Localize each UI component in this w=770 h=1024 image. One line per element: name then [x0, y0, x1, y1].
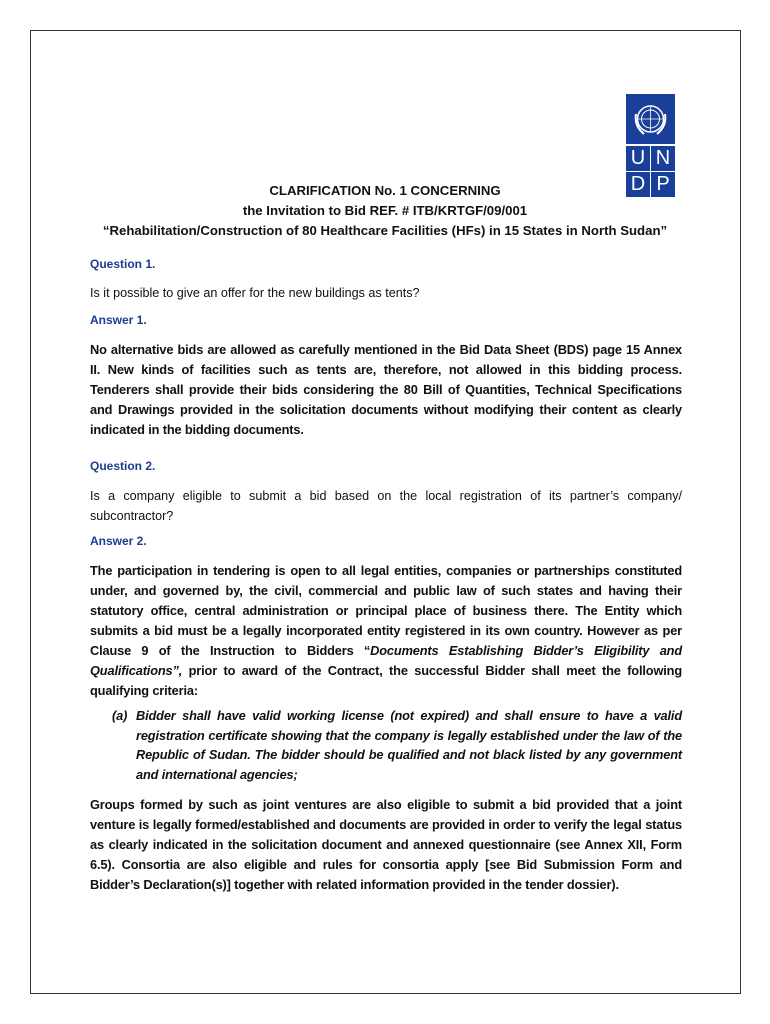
- logo-letter-d: D: [626, 172, 650, 197]
- list-item-label: (a): [112, 708, 128, 723]
- title-line-1: CLARIFICATION No. 1 CONCERNING: [269, 183, 501, 198]
- answer-2-text-b: prior to award of the Contract, the successful Bidder shall meet the following qualifying criteria:: [90, 663, 682, 698]
- answer-1-text: No alternative bids are allowed as carefully mentioned in the Bid Data Sheet (BDS) page 15 Annex II. New kinds of facilities such as tents are, therefore, not allowed in this bidding process. Tenderers shall provide their bids considering the 80 Bill of Quantities, Technical Specifications and Drawings provided in the solicitation documents without modifying their content as clearly indicated in the bidding documents.: [90, 342, 682, 437]
- logo-letter-p: P: [651, 172, 675, 197]
- answer-2-paragraph-1: [90, 561, 682, 701]
- title-line-2: the Invitation to Bid REF. # ITB/KRTGF/09/001: [242, 203, 528, 218]
- answer-2-text-a: The participation in tendering is open to all legal entities, companies or partnerships constituted under, and governed by, the civil, commercial and public law of such states and having their statutory office, central administration or principal place of business there. The Entity which submits a bid must be a legally incorporated entity registered in its own country. However as per Clause 9 of the Instruction to Bidders “: [90, 563, 682, 658]
- answer-2-paragraph-2: Groups formed by such as joint ventures are also eligible to submit a bid provided that a joint venture is legally formed/established and documents are provided in order to verify the legal status as clearly indicated in the solicitation document and annexed questionnaire (see Annex XII, Form 6.5). Consortia are also eligible and rules for consortia apply [see Bid Submission Form and Bidder’s Declaration(s)] together with related information provided in the tender dossier).: [90, 797, 682, 892]
- criteria-list-item: [112, 706, 682, 784]
- question-1-heading: Question 1.: [90, 257, 156, 271]
- question-2-heading: Question 2.: [90, 459, 156, 473]
- title-line-3: “Rehabilitation/Construction of 80 Healthcare Facilities (HFs) in 15 States in North Sudan”: [102, 223, 668, 238]
- answer-1-heading: Answer 1.: [90, 313, 147, 327]
- logo-letter-n: N: [651, 146, 675, 171]
- question-1-text: Is it possible to give an offer for the new buildings as tents?: [90, 286, 420, 300]
- answer-2-heading: Answer 2.: [90, 534, 147, 548]
- question-2-text: Is a company eligible to submit a bid based on the local registration of its partner’s company/ subcontractor?: [90, 489, 682, 523]
- answer-2-text-italic: Documents Establishing Bidder’s Eligibility and Qualifications”,: [90, 643, 683, 678]
- document-title: [80, 181, 690, 241]
- list-item-text: Bidder shall have valid working license (not expired) and shall ensure to have a valid registration certificate showing that the company is legally established under the law of the Republic of Sudan. The bidder should be qualified and not black listed by any government and international agencies;: [136, 708, 682, 782]
- un-emblem-icon: [626, 94, 675, 144]
- logo-letter-u: U: [626, 146, 650, 171]
